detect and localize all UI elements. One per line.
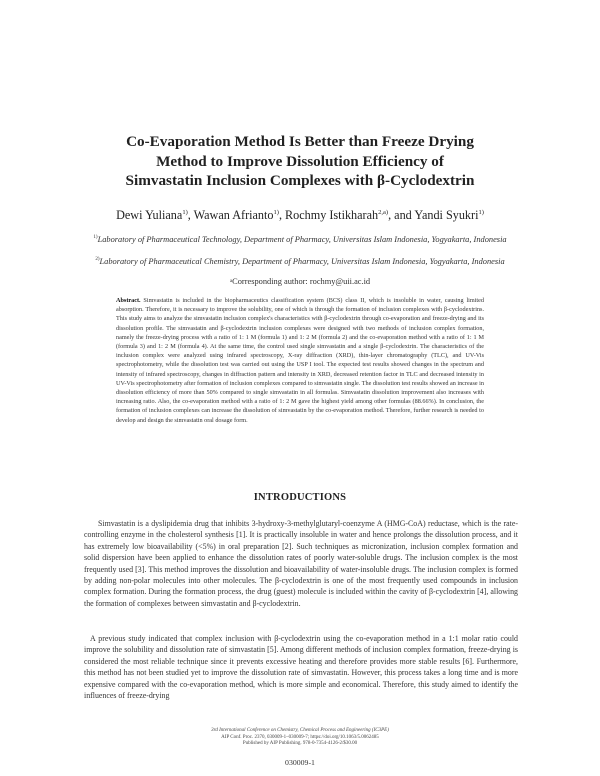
author-affiliation-mark: 1) [182, 208, 188, 216]
abstract-label: Abstract. [116, 297, 141, 304]
author-affiliation-mark: 2,a) [378, 208, 389, 216]
publisher-line: Published by AIP Publishing. 978-0-7354-4126-2/$30.00 [242, 741, 358, 747]
intro-paragraph-2: A previous study indicated that complex inclusion with β-cyclodextrin using the co-evaporation method in a 1:1 molar ratio could improve the solubility and dissolution rate of simvastatin [5]. Among different methods of inclusion complex formation, freeze-drying is considered the most reliable technique since it prevents excessive heating and therefore provides more stable results [6]. Furthermore, this method has not been studied yet to improve the dissolution rate of simvastatin. However, this process takes a long time and is more expensive compared with the co-evaporation method, which is more simple and economical. Therefore, this study aimed to identify the influences of freeze-drying [84, 634, 518, 701]
author-name: Dewi Yuliana [116, 208, 183, 222]
author-separator: , [187, 208, 194, 222]
author-affiliation-mark: 1) [478, 208, 484, 216]
author-affiliation-mark: 1) [273, 208, 279, 216]
affiliation-text: Laboratory of Pharmaceutical Chemistry, Department of Pharmacy, Universitas Islam Indonesia, Yogyakarta, Indonesia [99, 256, 505, 266]
paper-title [60, 132, 540, 191]
author-name: Wawan Afrianto [193, 208, 274, 222]
intro-paragraph-1: Simvastatin is a dyslipidemia drug that inhibits 3-hydroxy-3-methylglutaryl-coenzyme A (HMG-CoA) reductase, which is the rate-controlling enzyme in the cholesterol synthesis [1]. It is practically insoluble in water and hence prolongs the dissolution process, and it has extremely low bioavailability (<5%) in oral preparation [2]. Such techniques as micronization, inclusion complex formation and solid dispersion have been applied to enhance the dissolution rates of poorly water-soluble drugs. The inclusion complex is the most frequently used [3]. This method improves the dissolution and bioavailability of water-insoluble drugs. The inclusion complex is formed by adding non-polar molecules into other molecules. The β-cyclodextrin is one of the most frequently used compounds in inclusion complex formation. During the formation process, the drug (guest) molecule is included within the cavity of β-cyclodextrin [4], allowing the formation of complexes between simvastatin and β-cyclodextrin. [84, 519, 518, 608]
conference-name: 3rd International Conference on Chemistry, Chemical Process and Engineering (IC3PE) [211, 728, 389, 733]
section-heading: INTRODUCTIONS [253, 492, 347, 503]
corresponding-author: ᵃCorresponding author: rochmy@uii.ac.id [229, 277, 371, 286]
page-footer [120, 728, 480, 748]
title-line-1: Co-Evaporation Method Is Better than Freeze Drying [126, 133, 474, 150]
affiliation-1 [90, 233, 510, 245]
affiliation-text: Laboratory of Pharmaceutical Technology, Department of Pharmacy, Universitas Islam Indonesia, Yogyakarta, Indonesia [97, 234, 507, 244]
page-number: 030009-1 [285, 758, 315, 767]
affiliation-2 [90, 255, 510, 267]
author-name: Yandi Syukri [414, 208, 479, 222]
author-name: Rochmy Istikharah [285, 208, 379, 222]
affiliation-mark: 2) [95, 257, 100, 262]
title-line-2: Method to Improve Dissolution Efficiency of [156, 152, 444, 170]
affiliation-mark: 1) [93, 235, 98, 240]
abstract-text: Simvastatin is included in the biopharmaceutics classification system (BCS) class II, which is insoluble in water, causing limited absorption. Therefore, it is necessary to improve the solubility, one of which is through the formation of inclusion complexes with β-cyclodextrins. This study aims to analyze the simvastatin inclusion complex's characteristics with β-cyclodextrin through co-evaporation and freeze-drying and its dissolution profile. The simvastatin and β-cyclodextrin inclusion complexes were designed with two methods of inclusion complex formation, namely the freeze-drying process with a ratio of 1: 1 M (formula 1) and 1: 2 M (formula 2) and the co-evaporation method with a ratio of 1: 1 M (formula 3) and 1: 2 M (formula 4). At the same time, the control used single simvastatin and a single β-cyclodextrin. The characteristics of the inclusion complex were analyzed using infrared spectroscopy, X-ray diffraction (XRD), thin-layer chromatography (TLC), and UV-Vis spectrophotometry, while the dissolution test was carried out using the USP I tool. The expected test results showed changes in the spectrum and intensity of infrared spectroscopy, changes in diffraction pattern and intensity in XRD, decreased retention factor in TLC and decreased intensity in UV-Vis spectrophotometry after formation of inclusion complexes compared to simvastatin single. The dissolution test results showed an increase in dissolution efficiency of more than 50% compared to single simvastatin in all formulas. Simvastatin dissolution improvement also increases with increasing ratio. Also, the co-evaporation method with a ratio of 1: 2 M gave the highest yield among other formulas (88.66%). In conclusion, the formation of inclusion complexes can increase the dissolution of simvastatin by the co-evaporation method. Therefore, further research is needed to develop and design the simvastatin oral dosage form. [116, 297, 484, 424]
abstract [116, 296, 484, 425]
author-separator: , [278, 208, 286, 222]
author-list [60, 208, 540, 223]
title-line-3: Simvastatin Inclusion Complexes with β-Cyclodextrin [125, 172, 475, 189]
author-separator: , and [388, 208, 415, 222]
citation-line: AIP Conf. Proc. 2370, 030009-1–030009-7; https://doi.org/10.1063/5.0062485 [221, 734, 379, 740]
